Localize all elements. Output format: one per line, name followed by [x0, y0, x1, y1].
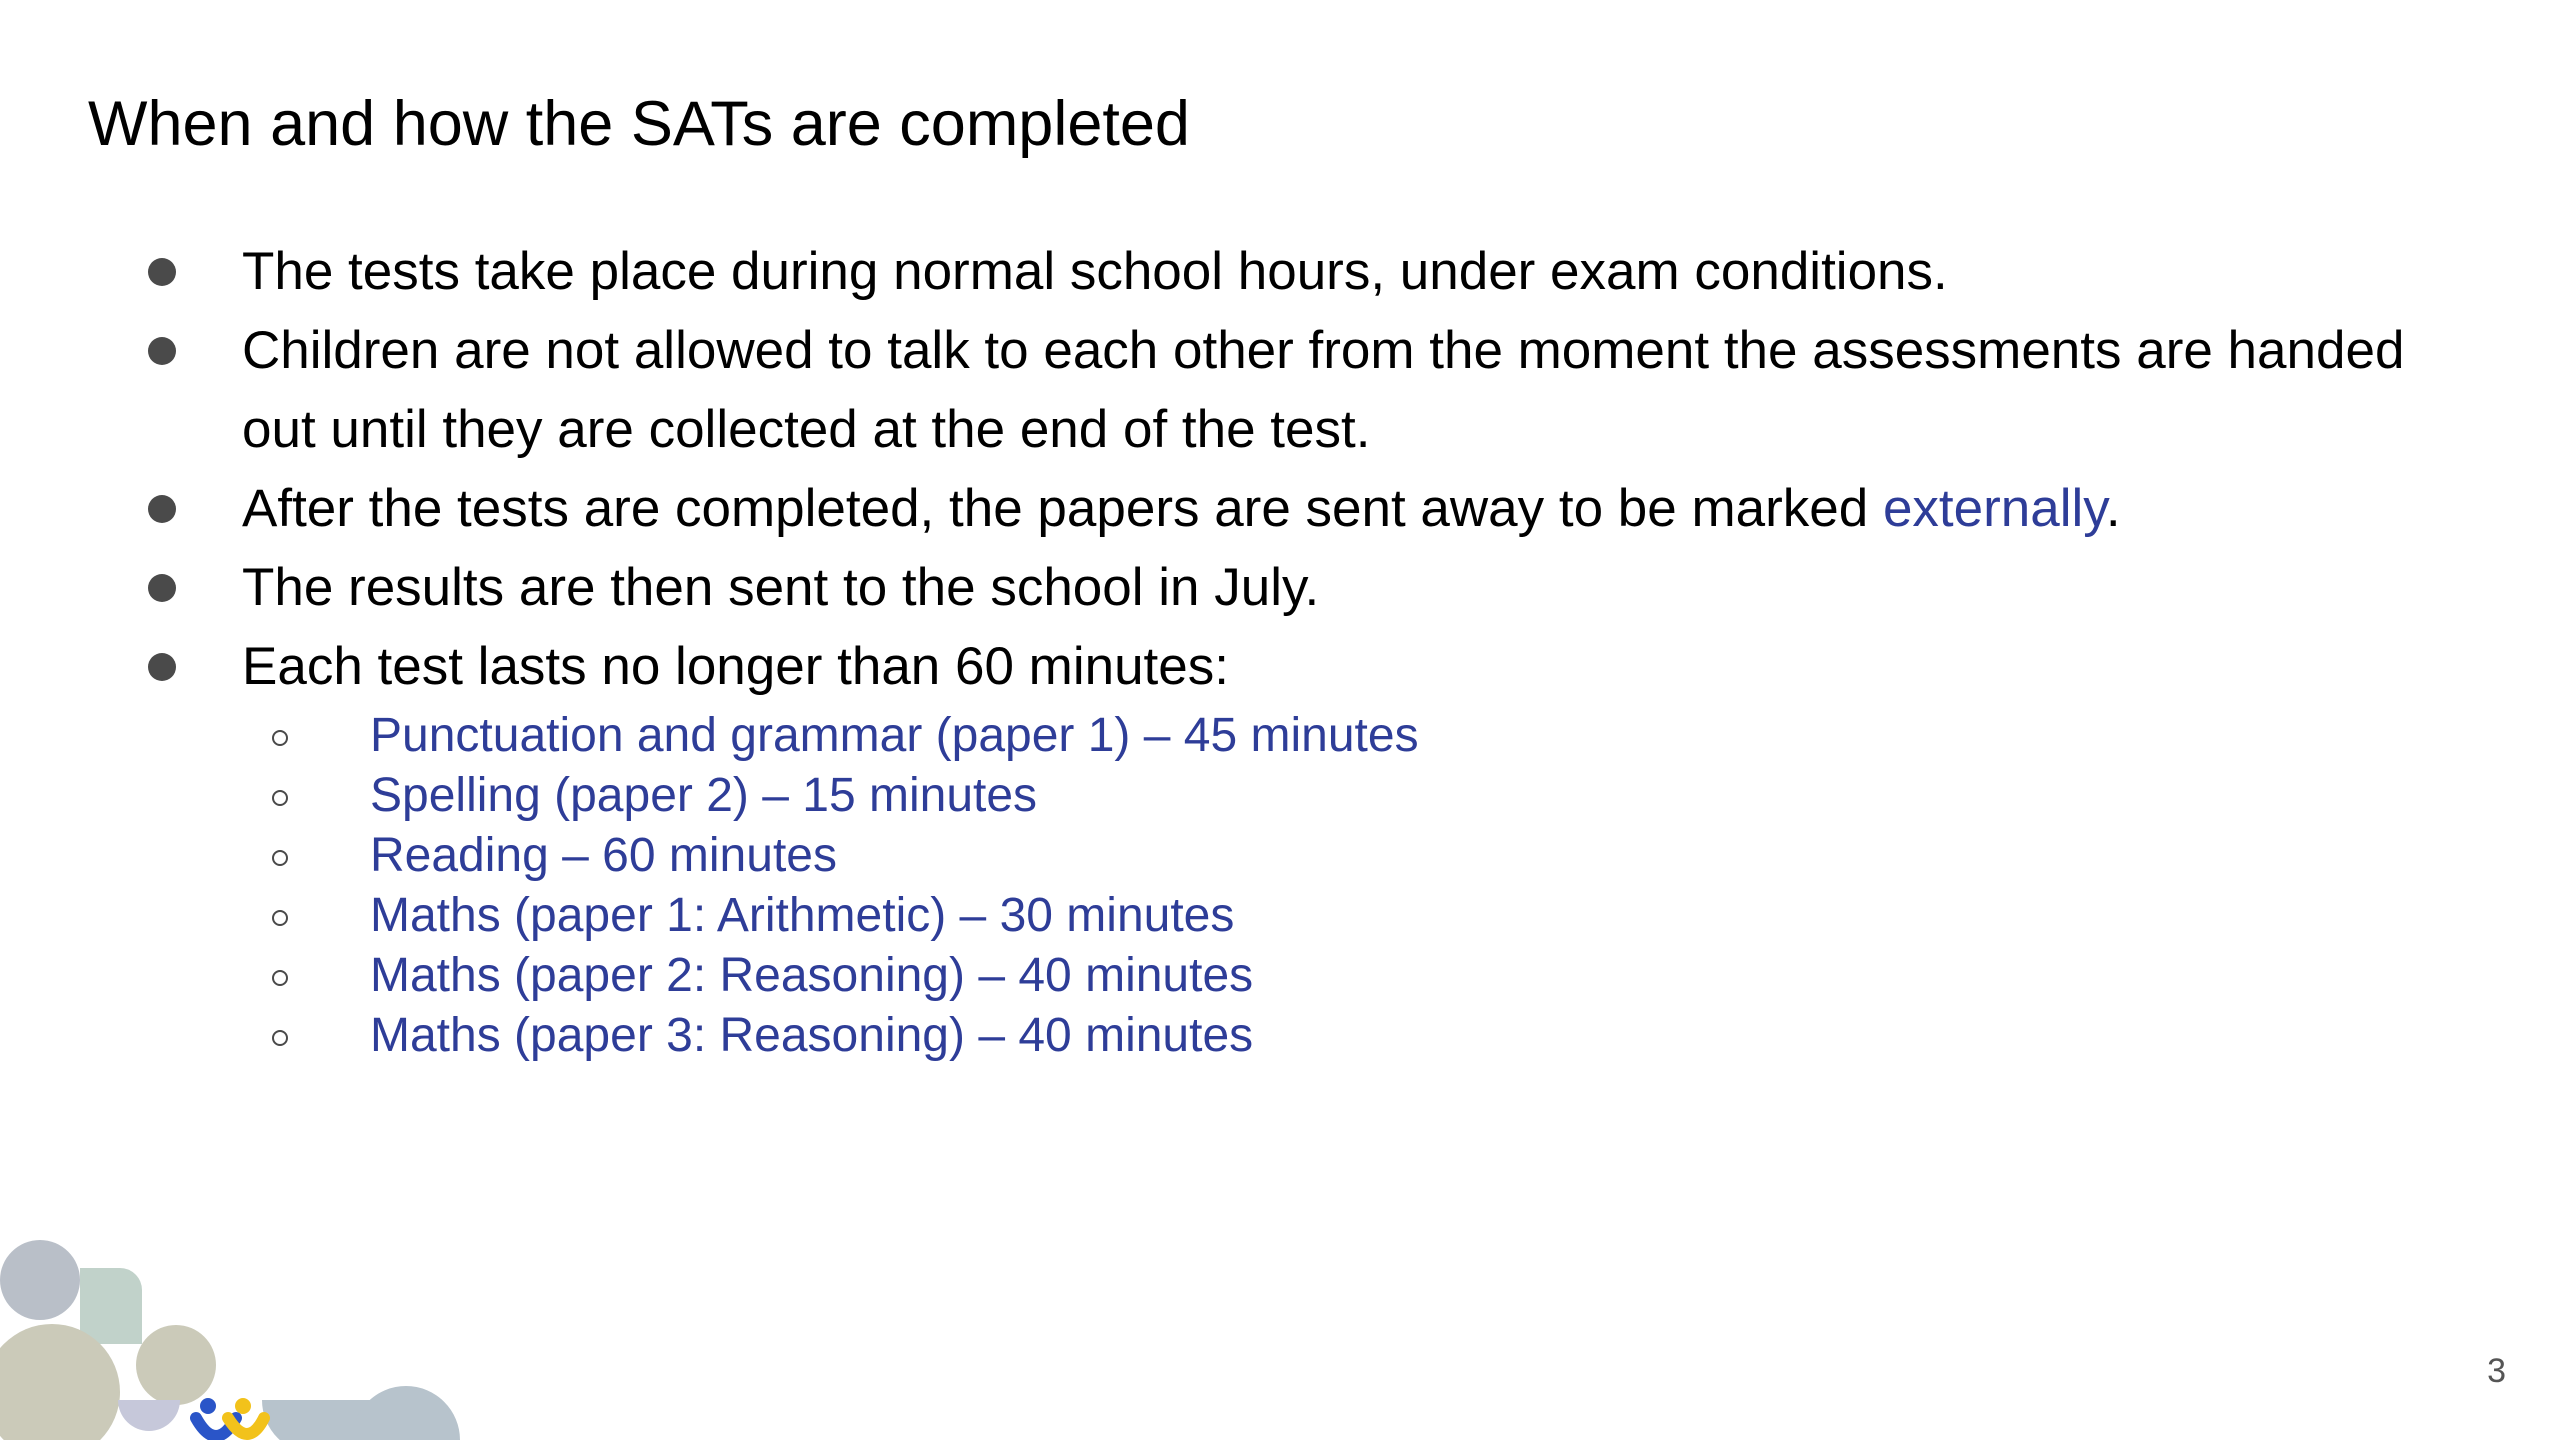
- sub-bullet-link[interactable]: Maths (paper 3: Reasoning) – 40 minutes: [370, 1009, 1254, 1062]
- hollow-circle-icon: [272, 730, 288, 746]
- sub-bullet-item[interactable]: [228, 946, 2448, 1006]
- decor-circle: [0, 1240, 80, 1320]
- sub-bullet-item[interactable]: [228, 1006, 2448, 1066]
- bullet-dot-icon: [148, 337, 176, 365]
- logo-dot-icon: [235, 1398, 251, 1414]
- bullet-text: The tests take place during normal school hours, under exam conditions.: [242, 242, 1948, 301]
- bullet-item: [148, 548, 2448, 627]
- bullet-item: [148, 469, 2448, 548]
- bullet-text-end: .: [2105, 479, 2121, 538]
- sub-bullet-link[interactable]: Reading – 60 minutes: [370, 829, 837, 882]
- hollow-circle-icon: [272, 970, 288, 986]
- hollow-circle-icon: [272, 1030, 288, 1046]
- sub-bullet-item[interactable]: [228, 886, 2448, 946]
- bullet-item: [148, 627, 2448, 1066]
- sub-bullet-link[interactable]: Punctuation and grammar (paper 1) – 45 minutes: [370, 709, 1419, 762]
- sub-bullet-link[interactable]: Maths (paper 2: Reasoning) – 40 minutes: [370, 949, 1254, 1002]
- logo-dot-icon: [200, 1398, 216, 1414]
- bullet-dot-icon: [148, 258, 176, 286]
- logo-smile-icon: [228, 1418, 264, 1434]
- sub-bullet-link[interactable]: Spelling (paper 2) – 15 minutes: [370, 769, 1038, 822]
- sub-bullet-item[interactable]: [228, 706, 2448, 766]
- decor-circle: [136, 1325, 216, 1405]
- hollow-circle-icon: [272, 910, 288, 926]
- decor-dome: [352, 1386, 460, 1440]
- sub-bullet-list: [228, 706, 2448, 1066]
- sub-bullet-item[interactable]: [228, 826, 2448, 886]
- sub-bullet-link[interactable]: Maths (paper 1: Arithmetic) – 30 minutes: [370, 889, 1235, 942]
- decorative-shapes-logo: [0, 1230, 480, 1440]
- bullet-text: Each test lasts no longer than 60 minutes:: [242, 637, 1229, 696]
- bullet-dot-icon: [148, 574, 176, 602]
- bullet-item: [148, 311, 2448, 469]
- bullet-item: [148, 232, 2448, 311]
- bullet-dot-icon: [148, 653, 176, 681]
- slide-title: When and how the SATs are completed: [88, 89, 1190, 159]
- hollow-circle-icon: [272, 790, 288, 806]
- bullet-text: The results are then sent to the school in July.: [242, 558, 1320, 617]
- sub-bullet-item[interactable]: [228, 766, 2448, 826]
- bullet-list: [148, 232, 2448, 1066]
- decor-square: [80, 1268, 142, 1344]
- decor-bowl: [118, 1400, 180, 1431]
- hollow-circle-icon: [272, 850, 288, 866]
- page-number: 3: [2487, 1352, 2506, 1390]
- bullet-dot-icon: [148, 495, 176, 523]
- bullet-text: Children are not allowed to talk to each other from the moment the assessments are handed out until they are collected at the end of the test.: [242, 321, 2405, 459]
- bullet-text: After the tests are completed, the papers are sent away to be marked: [242, 479, 1883, 538]
- externally-link[interactable]: externally: [1882, 479, 2106, 538]
